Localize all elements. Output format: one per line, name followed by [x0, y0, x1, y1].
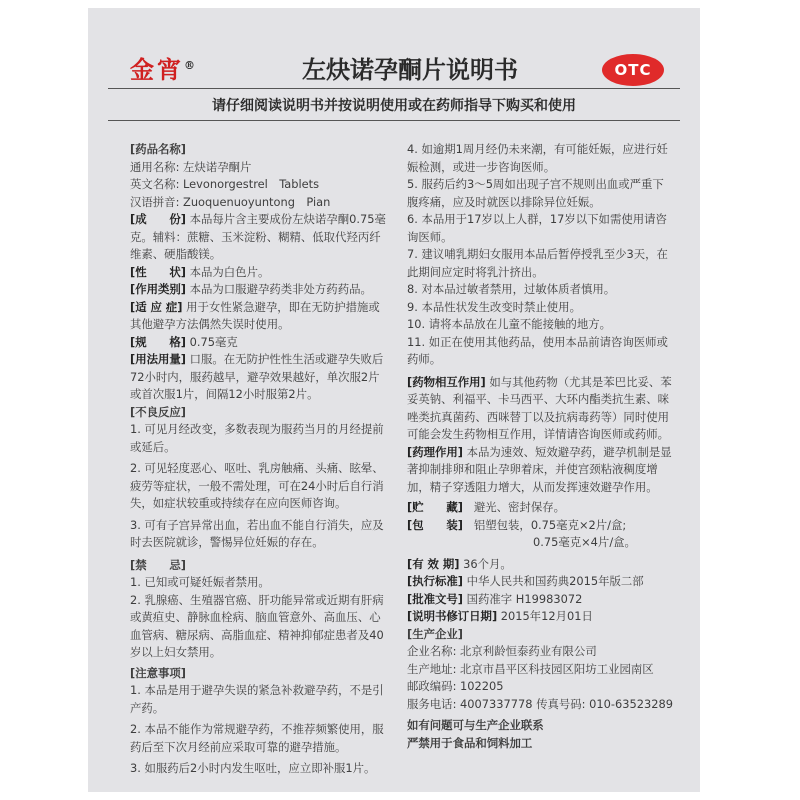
- contraindication-item: 1. 已知或可疑妊娠者禁用。: [130, 575, 270, 589]
- category-text: 本品为口服避孕药类非处方药药品。: [189, 282, 372, 296]
- brand-name: 金宵: [130, 55, 184, 84]
- approval-heading: [批准文号]: [407, 591, 463, 606]
- section-category: [130, 281, 388, 299]
- precaution-item: 3. 如服药后2小时内发生呕吐，应立即补服1片。: [130, 761, 376, 775]
- section-usage: [130, 351, 388, 404]
- usage-text: 口服。在无防护性性生活或避孕失败后72小时内，服药越早，避孕效果越好，单次服2片或首次服1片，间隔12小时服第2片。: [130, 352, 384, 401]
- ingredients-heading: [成 份]: [130, 212, 186, 226]
- precautions-heading: [注意事项]: [130, 665, 186, 680]
- storage-text: 避光、密封保存。: [473, 500, 565, 514]
- precaution-item: 9. 本品性状发生改变时禁止使用。: [407, 299, 581, 314]
- production-address: 生产地址: 北京市昌平区科技园区阳坊工业园南区: [407, 661, 654, 676]
- precaution-item: 7. 建议哺乳期妇女服用本品后暂停授乳至少3天，在此期间应定时将乳汁挤出。: [407, 247, 668, 279]
- indication-text: 用于女性紧急避孕，即在无防护措施或其他避孕方法偶然失误时使用。: [130, 299, 380, 331]
- common-name: 通用名称: 左炔诺孕酮片: [130, 159, 252, 174]
- left-column: [130, 141, 388, 778]
- manufacturer-heading: [生产企业]: [407, 626, 463, 641]
- precaution-item: 11. 如正在使用其他药品，使用本品前请咨询医师或药师。: [407, 334, 668, 366]
- section-character: [130, 264, 388, 282]
- adverse-item: 3. 可有子宫异常出血，若出血不能自行消失，应及时去医院就诊，警惕异位妊娠的存在。: [130, 517, 384, 549]
- section-indication: [130, 299, 388, 334]
- english-name: 英文名称: Levonorgestrel Tablets: [130, 177, 320, 191]
- pharmacology-text: 本品为速效、短效避孕药，避孕机制是显著抑制排卵和阻止孕卵着床，并使宫颈粘液稠度增加，精子穿透阻力增大，从而发挥速效避孕作用。: [407, 444, 672, 494]
- section-validity: [407, 556, 675, 574]
- section-interactions: [407, 374, 675, 444]
- postcode: 邮政编码: 102205: [407, 679, 504, 693]
- right-column: [407, 141, 675, 752]
- precaution-item: 4. 如逾期1周月经仍未来潮，有可能妊娠，应进行妊娠检测，或进一步咨询医师。: [407, 142, 668, 174]
- revision-text: 2015年12月01日: [500, 609, 593, 623]
- precaution-item: 5. 服药后约3～5周如出现子宫不规则出血或严重下腹疼痛，应及时就医以排除异位妊娠。: [407, 177, 664, 209]
- specification-heading: [规 格]: [130, 334, 186, 349]
- revision-heading: [说明书修订日期]: [407, 609, 498, 623]
- section-package: [407, 517, 675, 535]
- adverse-reactions-heading: [不良反应]: [130, 404, 186, 419]
- header-divider-top: [108, 88, 680, 89]
- validity-heading: [有 效 期]: [407, 556, 460, 571]
- section-standard: [407, 573, 675, 591]
- precaution-item: 2. 本品不能作为常规避孕药，不推荐频繁使用，服药后至下次月经前应采取可靠的避孕措施。: [130, 722, 384, 754]
- category-heading: [作用类别]: [130, 282, 186, 296]
- section-storage: [407, 499, 675, 517]
- section-revision-date: [407, 608, 675, 626]
- section-drug-name-heading: [药品名称]: [130, 142, 186, 156]
- prohibition-note: 严禁用于食品和饲料加工: [407, 735, 533, 750]
- otc-badge: OTC: [602, 54, 664, 86]
- service-phone: 服务电话: 4007337778 传真号码: 010-63523289: [407, 696, 673, 711]
- pharmacology-heading: [药理作用]: [407, 444, 463, 459]
- standard-text: 中华人民共和国药典2015年版二部: [466, 574, 644, 588]
- document-title: 左炔诺孕酮片说明书: [302, 56, 518, 84]
- precaution-item: 10. 请将本品放在儿童不能接触的地方。: [407, 317, 611, 331]
- company-name: 企业名称: 北京利龄恒泰药业有限公司: [407, 644, 597, 658]
- contact-note: 如有问题可与生产企业联系: [407, 718, 544, 732]
- specification-text: 0.75毫克: [189, 334, 238, 349]
- interactions-heading: [药物相互作用]: [407, 374, 486, 389]
- interactions-text: 如与其他药物（尤其是苯巴比妥、苯妥英钠、利福平、卡马西平、大环内酯类抗生素、咪唑类抗真菌药、西咪替丁以及抗病毒药等）同时使用可能会发生药物相互作用，详情请咨询医师或药师。: [407, 374, 672, 441]
- header-divider-bottom: [108, 120, 680, 121]
- package-text-second: 0.75毫克×4片/盒。: [533, 535, 636, 549]
- storage-heading: [贮 藏]: [407, 500, 463, 514]
- adverse-item: 2. 可见轻度恶心、呕吐、乳房触痛、头痛、眩晕、疲劳等症状，一般不需处理，可在24小时后自行消失，如症状较重或持续存在应向医师咨询。: [130, 461, 384, 510]
- registered-mark: ®: [184, 59, 195, 72]
- character-text: 本品为白色片。: [189, 264, 270, 279]
- precaution-item: 8. 对本品过敏者禁用，过敏体质者慎用。: [407, 282, 616, 296]
- precaution-item: 6. 本品用于17岁以上人群，17岁以下如需使用请咨询医师。: [407, 212, 667, 244]
- usage-notice: 请仔细阅读说明书并按说明使用或在药师指导下购买和使用: [212, 98, 576, 114]
- standard-heading: [执行标准]: [407, 574, 463, 588]
- validity-text: 36个月。: [463, 556, 512, 571]
- section-pharmacology: [407, 444, 675, 497]
- section-approval: [407, 591, 675, 609]
- precaution-item: 1. 本品是用于避孕失误的紧急补救避孕药，不是引产药。: [130, 683, 384, 715]
- contraindication-item: 2. 乳腺癌、生殖器官癌、肝功能异常或近期有肝病或黄疸史、静脉血栓病、脑血管意外、高血压、心血管病、糖尿病、高脂血症、精神抑郁症患者及40岁以上妇女禁用。: [130, 592, 384, 659]
- usage-heading: [用法用量]: [130, 352, 186, 366]
- pinyin-name: 汉语拼音: Zuoquenuoyuntong Pian: [130, 194, 331, 209]
- character-heading: [性 状]: [130, 264, 186, 279]
- adverse-item: 1. 可见月经改变，多数表现为服药当月的月经提前或延后。: [130, 422, 384, 454]
- package-text: 铝塑包装，0.75毫克×2片/盒;: [473, 517, 627, 532]
- section-ingredients: [130, 211, 388, 264]
- approval-text: 国药准字 H19983072: [466, 591, 583, 606]
- contraindications-heading: [禁 忌]: [130, 557, 186, 572]
- ingredients-text: 本品每片含主要成份左炔诺孕酮0.75毫克。辅料：蔗糖、玉米淀粉、糊精、低取代羟丙纤维素、硬脂酸镁。: [130, 212, 386, 261]
- indication-heading: [适 应 症]: [130, 299, 183, 314]
- brand-logo: [130, 50, 195, 85]
- section-specification: [130, 334, 388, 352]
- package-heading: [包 装]: [407, 517, 463, 532]
